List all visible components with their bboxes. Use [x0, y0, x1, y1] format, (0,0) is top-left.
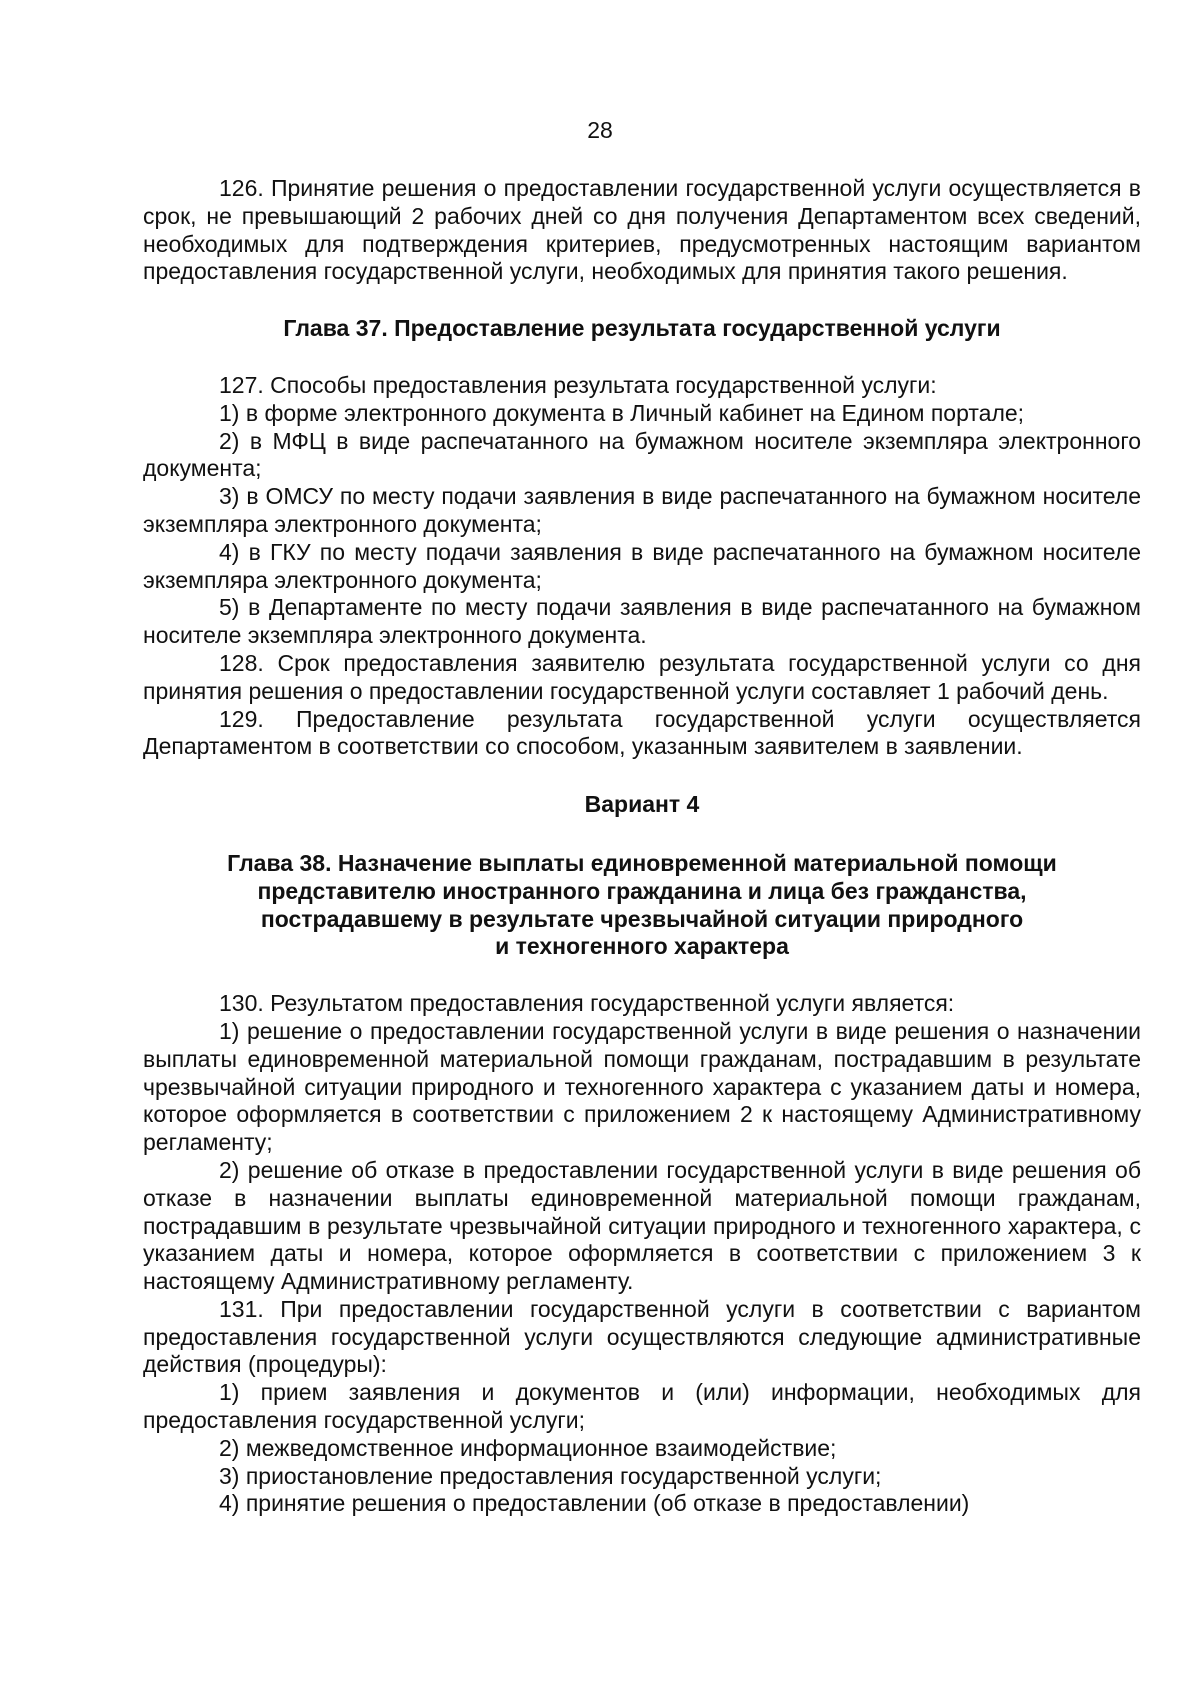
paragraph-128: 128. Срок предоставления заявителю результата государственной услуги со дня принятия решения о предоставлении государственной услуги составляет 1 рабочий день.	[143, 649, 1141, 704]
paragraph-131-item: 4) принятие решения о предоставлении (об отказе в предоставлении)	[219, 1490, 970, 1517]
paragraph-127: 127. Способы предоставления результата государственной услуги:	[219, 371, 937, 398]
paragraph-127-item: 4) в ГКУ по месту подачи заявления в виде распечатанного на бумажном носителе экземпляра электронного документа;	[143, 538, 1141, 593]
paragraph-127-item: 3) в ОМСУ по месту подачи заявления в виде распечатанного на бумажном носителе экземпляра электронного документа;	[143, 483, 1141, 537]
paragraph-127-item: 2) в МФЦ в виде распечатанного на бумажном носителе экземпляра электронного документа;	[143, 427, 1141, 482]
paragraph-127-item: 1) в форме электронного документа в Личный кабинет на Едином портале;	[219, 399, 1025, 426]
paragraph-130-item: 2) решение об отказе в предоставлении государственной услуги в виде решения об отказе в назначении выплаты единовременной материальной помощи гражданам, пострадавшим в результате чрезвычайной ситуации природного и техногенного характера, с указанием даты и номера, которое оформляется в соответствии с приложением 3 к настоящему Административному регламенту.	[143, 1156, 1141, 1295]
paragraph-131: 131. При предоставлении государственной услуги в соответствии с вариантом предоставления государственной услуги осуществляются следующие административные действия (процедуры):	[143, 1295, 1141, 1378]
paragraph-129: 129. Предоставление результата государственной услуги осуществляется Департаментом в соответствии со способом, указанным заявителем в заявлении.	[143, 705, 1141, 760]
chapter-38-heading-line: и техногенного характера	[495, 933, 789, 960]
paragraph-127-item: 5) в Департаменте по месту подачи заявления в виде распечатанного на бумажном носителе экземпляра электронного документа.	[143, 594, 1141, 649]
chapter-38-heading	[143, 850, 1141, 961]
paragraph-131-item: 1) прием заявления и документов и (или) информации, необходимых для предоставления государственной услуги;	[143, 1379, 1141, 1434]
paragraph-130: 130. Результатом предоставления государственной услуги является:	[219, 990, 955, 1017]
paragraph-131-item: 3) приостановление предоставления государственной услуги;	[219, 1462, 882, 1489]
chapter-38-heading-line: представителю иностранного гражданина и лица без гражданства,	[257, 877, 1027, 904]
chapter-37-heading: Глава 37. Предоставление результата государственной услуги	[283, 315, 1001, 342]
variant-heading: Вариант 4	[584, 791, 700, 818]
page-number: 28	[587, 117, 613, 143]
paragraph-130-item: 1) решение о предоставлении государственной услуги в виде решения о назначении выплаты единовременной материальной помощи гражданам, пострадавшим в результате чрезвычайной ситуации природного и техногенного характера с указанием даты и номера, которое оформляется в соответствии с приложением 2 к настоящему Административному регламенту;	[143, 1017, 1141, 1156]
paragraph-126: 126. Принятие решения о предоставлении государственной услуги осуществляется в срок, не превышающий 2 рабочих дней со дня получения Департаментом всех сведений, необходимых для подтверждения критериев, предусмотренных настоящим вариантом предоставления государственной услуги, необходимых для принятия такого решения.	[143, 175, 1141, 285]
chapter-38-heading-line: пострадавшему в результате чрезвычайной ситуации природного	[260, 905, 1024, 932]
paragraph-131-item: 2) межведомственное информационное взаимодействие;	[219, 1434, 837, 1461]
chapter-38-heading-line: Глава 38. Назначение выплаты единовременной материальной помощи	[227, 849, 1057, 876]
page-content	[143, 175, 1141, 1518]
